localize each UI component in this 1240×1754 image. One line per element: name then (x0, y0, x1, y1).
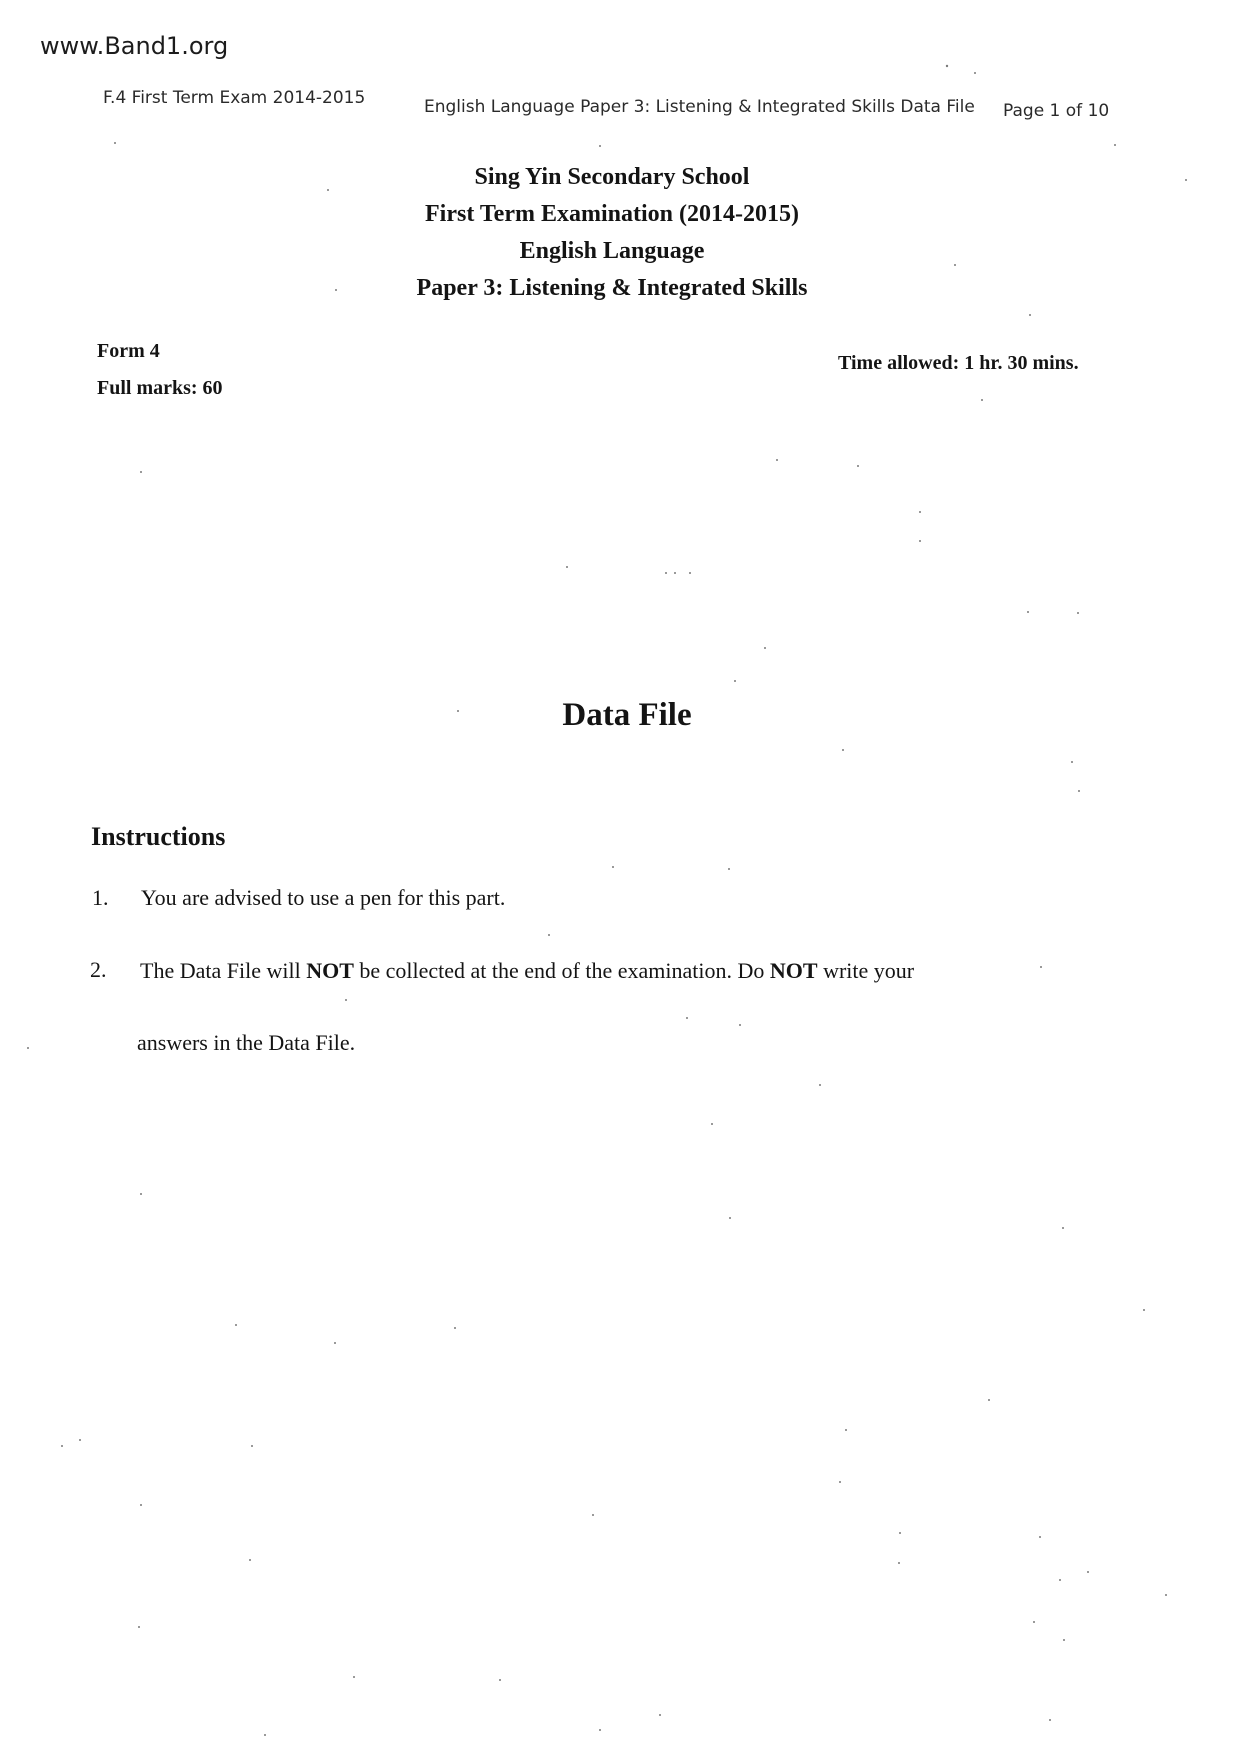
instruction-1-number: 1. (92, 885, 109, 910)
instructions-heading: Instructions (91, 822, 226, 851)
instruction-2-continuation: answers in the Data File. (137, 1030, 356, 1055)
document-title: Data File (562, 697, 692, 733)
instruction-2-part-a: The Data File will (140, 958, 307, 983)
instruction-2-text (140, 958, 914, 984)
exam-name: First Term Examination (2014-2015) (425, 201, 799, 227)
instruction-1-text: You are advised to use a pen for this part. (141, 885, 506, 910)
instruction-2-part-c: write your (817, 958, 915, 983)
full-marks: Full marks: 60 (97, 377, 223, 399)
instruction-2-number: 2. (90, 957, 107, 982)
instruction-2-bold-not-1: NOT (306, 958, 354, 983)
header-exam-label: F.4 First Term Exam 2014-2015 (103, 88, 366, 108)
paper-name: Paper 3: Listening & Integrated Skills (416, 275, 808, 301)
instruction-2-bold-not-2: NOT (769, 958, 818, 983)
subject-name: English Language (519, 238, 705, 264)
form-level: Form 4 (97, 340, 160, 362)
school-name: Sing Yin Secondary School (474, 164, 750, 190)
instruction-2-part-b: be collected at the end of the examination. Do (353, 958, 770, 983)
watermark-url: www.Band1.org (40, 32, 229, 60)
time-allowed: Time allowed: 1 hr. 30 mins. (838, 352, 1079, 374)
header-page-number: Page 1 of 10 (1003, 101, 1110, 121)
header-paper-label: English Language Paper 3: Listening & Integrated Skills Data File (424, 97, 975, 117)
